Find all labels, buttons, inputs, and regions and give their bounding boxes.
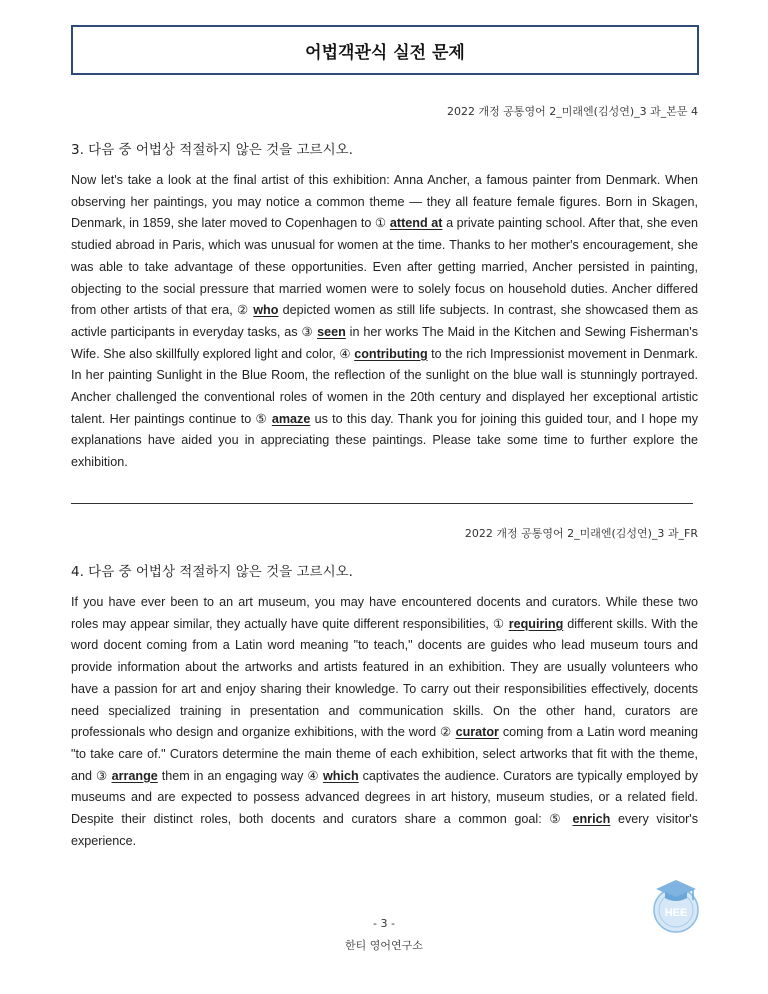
option-1	[493, 617, 563, 631]
passage-text: depicted women as still life subjects. In contrast, she showcased them as activle participants in everyday tasks, as	[71, 303, 699, 339]
option-text: requiring	[508, 616, 564, 631]
option-text: attend at	[389, 216, 443, 231]
passage-text: Now let's take a look at the final artist of this exhibition: Anna Ancher, a famous painter from Denmark. When observing her paintings, you may notice a common theme — they all feature female figures. Born in Skagen, Denmark, in 1859, she later moved to Copenhagen to	[71, 173, 698, 231]
option-text: seen	[317, 324, 346, 339]
passage-text: coming from a Latin word meaning "to take care of." Curators determine the main theme of each exhibition, select artworks that fit with the theme, and	[71, 725, 699, 783]
option-number: ③	[95, 768, 108, 783]
answer-line	[71, 503, 693, 504]
option-number: ④	[307, 768, 320, 783]
option-5	[255, 412, 310, 426]
option-5	[549, 812, 610, 826]
option-number: ④	[339, 346, 351, 361]
option-4	[339, 347, 427, 361]
page-title: 어법객관식 실전 문제	[305, 42, 465, 63]
passage-text: in her works The Maid in the Kitchen and Sewing Fisherman's Wife. She also skillfully explored light and color,	[71, 324, 698, 361]
passage-text: to the rich Impressionist movement in Denmark. In her painting Sunlight in the Blue Room, the reflection of the sunlight on the blue wall is stunningly portrayed. Ancher challenged the conventional roles of women in the 20th century and displayed her exceptional artistic talent. Her paintings continue to	[71, 346, 698, 426]
option-3	[96, 769, 158, 783]
question-3-passage	[71, 170, 698, 474]
passage-text: captivates the audience. Curators are typically employed by museums and are expected to possess advanced degrees in art history, museum studies, or a related field. Despite their distinct roles, both docents and curators share a common goal:	[71, 768, 699, 827]
option-text: which	[322, 768, 359, 783]
option-text: arrange	[111, 768, 158, 783]
option-number: ②	[237, 303, 250, 318]
question-4-title: 4. 다음 중 어법상 적절하지 않은 것을 고르시오.	[71, 564, 353, 580]
passage-text: every visitor's experience.	[71, 812, 698, 848]
option-text: contributing	[354, 346, 428, 361]
passage-text: them in an engaging way	[157, 768, 308, 783]
logo-text: HEE	[664, 907, 688, 919]
question-4-passage	[71, 592, 698, 852]
passage-text: us to this day. Thank you for joining this guided tour, and I hope my explanations have aided you in appreciating these paintings. Please take some time to further explore the exhibition.	[71, 411, 699, 470]
publisher-name: 한티 영어연구소	[345, 939, 423, 952]
page-title-box	[71, 25, 699, 75]
option-2	[237, 303, 278, 317]
option-1	[375, 216, 443, 230]
option-text: amaze	[271, 411, 311, 426]
option-3	[302, 325, 346, 339]
passage-text: If you have ever been to an art museum, you may have encountered docents and curators. While these two roles may appear similar, they actually have quite different responsibilities,	[71, 595, 698, 631]
question-4-source: 2022 개정 공통영어 2_미래엔(김성연)_3 과_FR	[464, 527, 698, 540]
option-2	[440, 725, 499, 739]
option-number: ①	[492, 616, 505, 631]
option-number: ⑤	[549, 812, 565, 827]
option-number: ①	[374, 216, 387, 231]
option-text: enrich	[572, 812, 611, 827]
page-number: - 3 -	[373, 917, 395, 930]
option-text: who	[253, 303, 279, 318]
option-number: ⑤	[255, 411, 268, 426]
option-text: curator	[455, 725, 499, 740]
passage-text: a private painting school. After that, she even studied abroad in Paris, which was unusual for women at the time. Thanks to her mother's encouragement, she was able to take advantage of these opportunities. Even after getting married, Ancher persisted in painting, objecting to the social pressure that married women were to solely focus on household duties. Ancher differed from other artists of that era,	[71, 216, 699, 318]
passage-text: different skills. With the word docent coming from a Latin word meaning "to teach," docents are guides who lead museum tours and provide information about the artworks and artists featured in an exhibition. They are usually volunteers who have a passion for art and enjoy sharing their knowledge. To carry out their responsibilities effectively, docents need specialized training in presentation and communication skills. On the other hand, curators are professionals who design and organize exhibitions, with the word	[71, 616, 699, 740]
option-4	[307, 769, 358, 783]
option-number: ③	[301, 324, 314, 339]
question-3-source: 2022 개정 공통영어 2_미래엔(김성연)_3 과_본문 4	[447, 105, 698, 118]
question-3-title: 3. 다음 중 어법상 적절하지 않은 것을 고르시오.	[71, 142, 353, 158]
option-number: ②	[439, 725, 452, 740]
